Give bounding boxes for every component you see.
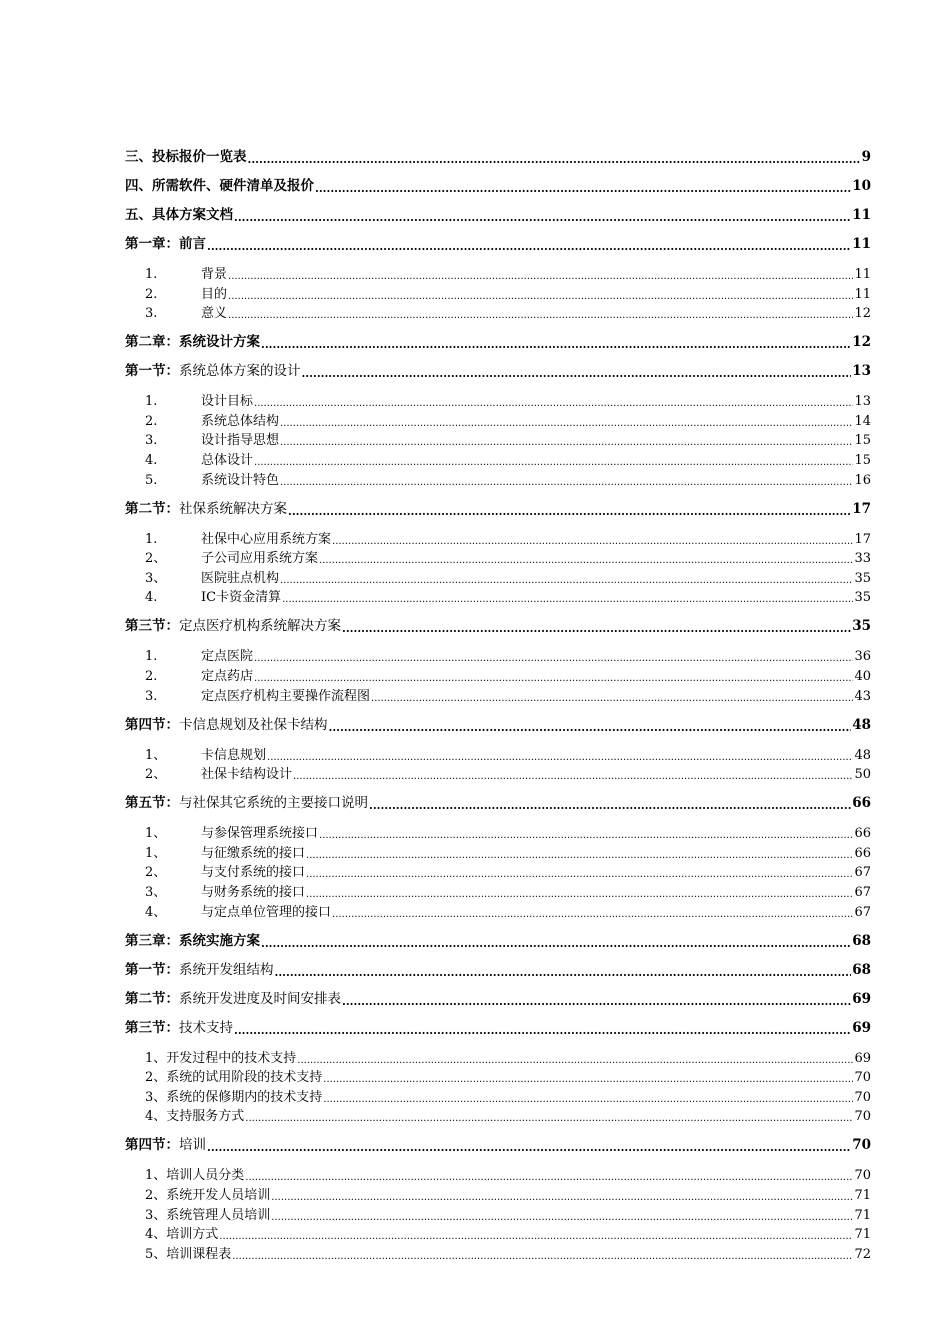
toc-entry-title [125, 497, 287, 517]
toc-entry-title [125, 302, 227, 321]
toc-page-number: 13 [852, 363, 871, 380]
toc-entry[interactable] [125, 1183, 871, 1203]
toc-entry-title [125, 1243, 231, 1262]
toc-entry-title [125, 958, 274, 978]
toc-entry[interactable] [125, 497, 871, 517]
dot-leader [245, 1114, 853, 1124]
dot-leader [234, 212, 851, 223]
toc-entry-title [125, 429, 279, 448]
toc-entry[interactable] [125, 585, 871, 605]
dot-leader [219, 1232, 853, 1242]
toc-entry-label: 第三节： [125, 618, 179, 635]
toc-entry-number: 4、 [145, 1227, 167, 1243]
toc-entry-label: 第五节： [125, 795, 179, 812]
toc-entry-text: 系统总体结构 [201, 413, 280, 429]
toc-entry[interactable] [125, 1046, 871, 1066]
toc-page-number: 11 [852, 236, 871, 252]
toc-page-number: 17 [852, 500, 871, 517]
dot-leader [319, 831, 853, 841]
toc-page-number: 11 [854, 286, 871, 302]
toc-entry[interactable] [125, 389, 871, 409]
toc-page-number: 68 [852, 961, 871, 978]
toc-entry-title [125, 469, 279, 488]
toc-entry-number: 1. [145, 267, 158, 282]
dot-leader [228, 292, 853, 302]
toc-page-number: 11 [854, 267, 871, 282]
toc-page-number: 70 [854, 1109, 871, 1125]
toc-entry-title [125, 744, 266, 763]
toc-page-number: 35 [854, 570, 871, 586]
toc-entry-text: 系统开发组结构 [179, 961, 274, 978]
dot-leader [280, 478, 853, 488]
toc-entry-text: 与参保管理系统接口 [201, 826, 319, 842]
toc-page-number: 69 [852, 1019, 871, 1036]
toc-entry-number: 4、 [145, 904, 167, 920]
toc-entry-title [125, 929, 260, 949]
toc-entry-number: 1、 [145, 845, 167, 861]
dot-leader [329, 722, 852, 733]
toc-entry-title [125, 232, 206, 252]
toc-entry[interactable] [125, 762, 871, 782]
toc-page-number: 33 [854, 551, 871, 567]
toc-entry[interactable] [125, 791, 871, 811]
dot-leader [228, 311, 853, 321]
toc-entry-text: 社保系统解决方案 [179, 500, 287, 517]
toc-entry[interactable] [125, 664, 871, 684]
toc-entry-title [125, 410, 279, 429]
toc-page-number: 50 [854, 767, 871, 783]
toc-entry-label: 五、具体方案文档 [125, 207, 233, 223]
toc-entry-text: 背景 [201, 267, 228, 282]
toc-entry-text: 支持服务方式 [166, 1109, 245, 1125]
toc-entry-title [125, 528, 331, 547]
toc-entry-text: 社保中心应用系统方案 [201, 531, 332, 547]
toc-page-number: 68 [852, 932, 871, 949]
toc-entry-number: 1. [145, 394, 158, 410]
dot-leader [271, 1213, 853, 1223]
toc-entry-text: 卡信息规划 [201, 747, 267, 763]
toc-entry[interactable] [125, 232, 871, 252]
toc-page-number: 67 [854, 865, 871, 881]
toc-entry[interactable] [125, 174, 871, 194]
toc-entry-title [125, 1086, 322, 1105]
toc-entry-text: 设计目标 [201, 394, 254, 410]
toc-entry-text: 培训方式 [166, 1227, 219, 1243]
toc-entry-title [125, 567, 279, 586]
toc-entry-text: 与财务系统的接口 [201, 885, 306, 900]
toc-page-number: 70 [854, 1070, 871, 1086]
toc-page-number: 35 [852, 618, 871, 635]
toc-page-number: 70 [852, 1137, 871, 1154]
toc-entry-title [125, 901, 331, 920]
toc-entry-label: 四、所需软件、硬件清单及报价 [125, 178, 314, 194]
toc-page-number: 72 [854, 1246, 871, 1262]
toc-entry-text: 总体设计 [201, 453, 254, 468]
toc-entry[interactable] [125, 987, 871, 1007]
toc-entry-title [125, 713, 328, 733]
dot-leader [342, 996, 851, 1007]
toc-entry-number: 5、 [145, 1246, 167, 1262]
toc-entry-title [125, 359, 301, 379]
toc-entry-title [125, 1016, 233, 1036]
dot-leader [254, 674, 853, 684]
toc-entry-text: 系统开发进度及时间安排表 [179, 990, 341, 1007]
dot-leader [248, 154, 861, 165]
toc-entry-text: 系统的保修期内的技术支持 [166, 1089, 323, 1105]
toc-entry-text: 系统总体方案的设计 [179, 363, 301, 380]
toc-entry-text: 培训课程表 [166, 1246, 232, 1262]
dot-leader [306, 870, 853, 880]
toc-entry-text: 培训人员分类 [166, 1168, 245, 1184]
toc-entry[interactable] [125, 1085, 871, 1105]
toc-entry-title [125, 203, 233, 223]
dot-leader [293, 772, 853, 782]
toc-entry-number: 1、 [145, 826, 167, 842]
toc-entry-number: 3. [145, 688, 158, 704]
toc-entry-text: 定点医院 [201, 649, 254, 665]
toc-page-number: 11 [852, 207, 871, 223]
dot-leader [254, 399, 853, 409]
toc-entry-number: 2. [145, 413, 158, 429]
toc-entry-text: 开发过程中的技术支持 [166, 1050, 297, 1066]
dot-leader [288, 506, 851, 517]
toc-entry-label: 第二节： [125, 990, 179, 1007]
toc-entry[interactable] [125, 262, 871, 282]
toc-entry-text: 与支付系统的接口 [201, 865, 306, 881]
toc-entry-text: 子公司应用系统方案 [201, 551, 319, 567]
toc-entry-label: 三、投标报价一览表 [125, 149, 247, 165]
toc-entry-title [125, 665, 253, 684]
dot-leader [207, 1142, 851, 1153]
toc-page-number: 12 [852, 334, 871, 351]
dot-leader [315, 183, 851, 194]
toc-entry-title [125, 1223, 218, 1242]
toc-entry-title [125, 842, 305, 861]
toc-entry[interactable] [125, 409, 871, 429]
toc-entry-label: 第四节： [125, 1137, 179, 1154]
toc-entry-number: 2、 [145, 1070, 167, 1086]
toc-entry-title [125, 1133, 206, 1153]
toc-entry-title [125, 1066, 322, 1085]
dot-leader [319, 556, 853, 566]
toc-page-number: 66 [854, 845, 871, 861]
toc-entry[interactable] [125, 684, 871, 704]
toc-entry-title [125, 145, 247, 165]
toc-entry-number: 1、 [145, 1050, 167, 1066]
toc-entry-number: 3、 [145, 570, 167, 586]
toc-entry[interactable] [125, 527, 871, 547]
toc-entry-number: 2、 [145, 767, 167, 783]
toc-entry-title [125, 390, 253, 409]
toc-page-number: 69 [852, 990, 871, 1007]
toc-entry[interactable] [125, 880, 871, 900]
toc-entry[interactable] [125, 644, 871, 664]
toc-entry[interactable] [125, 282, 871, 302]
toc-entry[interactable] [125, 743, 871, 763]
toc-entry-title [125, 1047, 296, 1066]
toc-entry-title [125, 174, 314, 194]
toc-entry[interactable] [125, 203, 871, 223]
toc-entry-number: 5. [145, 472, 158, 488]
toc-entry-number: 3、 [145, 1207, 167, 1223]
toc-entry-text: 意义 [201, 306, 228, 322]
toc-entry-text: 定点医疗机构系统解决方案 [179, 618, 341, 635]
toc-entry-title [125, 822, 318, 841]
toc-entry-text: 培训 [179, 1137, 206, 1154]
toc-entry-text: 系统的试用阶段的技术支持 [166, 1070, 323, 1086]
dot-leader [254, 458, 853, 468]
toc-entry-label: 第一节： [125, 363, 179, 380]
toc-entry-title [125, 645, 253, 664]
toc-entry[interactable] [125, 145, 871, 165]
dot-leader [232, 1252, 853, 1262]
toc-entry-title [125, 763, 292, 782]
toc-entry[interactable] [125, 1065, 871, 1085]
dot-leader [302, 368, 852, 379]
toc-entry-number: 2、 [145, 551, 167, 567]
toc-page-number: 16 [854, 472, 871, 488]
toc-entry-text: 社保卡结构设计 [201, 767, 293, 783]
toc-entry[interactable] [125, 1222, 871, 1242]
dot-leader [267, 753, 853, 763]
toc-entry[interactable] [125, 1242, 871, 1262]
toc-entry-title [125, 791, 368, 811]
toc-entry-title [125, 685, 370, 704]
toc-entry-text: 医院驻点机构 [201, 570, 280, 586]
toc-entry[interactable] [125, 1133, 871, 1153]
dot-leader [261, 339, 851, 350]
dot-leader [271, 1193, 853, 1203]
toc-entry[interactable] [125, 1104, 871, 1124]
toc-entry[interactable] [125, 713, 871, 733]
toc-entry-title [125, 861, 305, 880]
toc-entry-number: 1、 [145, 747, 167, 763]
toc-entry-text: 系统开发人员培训 [166, 1188, 271, 1203]
dot-leader [228, 272, 853, 282]
toc-entry-label: 第一节： [125, 961, 179, 978]
dot-leader [332, 537, 853, 547]
toc-page-number: 70 [854, 1089, 871, 1105]
toc-page-number: 43 [854, 688, 871, 704]
dot-leader [342, 623, 851, 634]
dot-leader [261, 938, 851, 949]
toc-entry-text: 设计指导思想 [201, 433, 280, 449]
toc-page-number: 70 [854, 1168, 871, 1184]
toc-entry-text: 系统设计特色 [201, 472, 280, 488]
toc-entry-text: 与征缴系统的接口 [201, 845, 306, 861]
toc-entry[interactable] [125, 301, 871, 321]
toc-entry-number: 3、 [145, 1089, 167, 1105]
toc-entry[interactable] [125, 448, 871, 468]
toc-page-number: 48 [852, 716, 871, 733]
toc-entry-text: 系统管理人员培训 [166, 1207, 271, 1223]
toc-entry[interactable] [125, 900, 871, 920]
toc-entry-title [125, 547, 318, 566]
dot-leader [207, 241, 851, 252]
toc-entry-number: 4. [145, 453, 158, 468]
toc-entry-text: 目的 [201, 286, 228, 302]
toc-entry-number: 2. [145, 286, 158, 302]
toc-entry[interactable] [125, 821, 871, 841]
toc-entry-title [125, 1105, 244, 1124]
toc-page-number: 48 [854, 747, 871, 763]
dot-leader [297, 1056, 853, 1066]
toc-entry[interactable] [125, 1016, 871, 1036]
toc-page-number: 66 [854, 826, 871, 842]
dot-leader [323, 1075, 853, 1085]
dot-leader [323, 1095, 853, 1105]
dot-leader [282, 595, 853, 605]
toc-entry-title [125, 881, 305, 900]
toc-entry-text: 定点药店 [201, 669, 254, 684]
dot-leader [275, 967, 852, 978]
toc-entry-text: IC卡资金清算 [201, 590, 282, 606]
toc-page-number: 9 [861, 149, 871, 165]
toc-entry-number: 1. [145, 531, 158, 547]
toc-page-number: 71 [854, 1188, 871, 1203]
toc-entry-text: 定点医疗机构主要操作流程图 [201, 688, 371, 704]
toc-entry[interactable] [125, 428, 871, 448]
toc-entry-title [125, 1184, 270, 1203]
toc-entry[interactable] [125, 841, 871, 861]
toc-entry-title [125, 614, 341, 634]
toc-entry-text: 技术支持 [179, 1019, 233, 1036]
toc-entry-title [125, 449, 253, 468]
toc-entry[interactable] [125, 546, 871, 566]
toc-page-number: 14 [854, 413, 871, 429]
toc-page-number: 36 [854, 649, 871, 665]
dot-leader [306, 851, 853, 861]
dot-leader [332, 910, 853, 920]
toc-entry-title [125, 330, 260, 350]
toc-entry-text: 与定点单位管理的接口 [201, 904, 332, 920]
toc-entry-number: 1. [145, 649, 158, 665]
dot-leader [245, 1173, 853, 1183]
toc-entry-label: 第四节： [125, 716, 179, 733]
toc-page-number: 17 [854, 531, 871, 547]
toc-entry[interactable] [125, 1163, 871, 1183]
toc-entry[interactable] [125, 359, 871, 379]
toc-page-number: 71 [854, 1207, 871, 1223]
toc-page-number: 71 [854, 1227, 871, 1243]
toc-entry-title [125, 987, 341, 1007]
toc-entry-title [125, 283, 227, 302]
toc-page-number: 12 [854, 306, 871, 322]
toc-entry[interactable] [125, 566, 871, 586]
dot-leader [234, 1025, 851, 1036]
dot-leader [254, 654, 853, 664]
toc-page-number: 66 [852, 795, 871, 812]
toc-entry-title [125, 586, 281, 605]
toc-entry-title [125, 263, 227, 282]
toc-entry-number: 4、 [145, 1109, 167, 1125]
toc-entry-number: 2、 [145, 1188, 167, 1203]
toc-entry-number: 3. [145, 306, 158, 322]
toc-page-number: 15 [854, 453, 871, 468]
toc-entry[interactable] [125, 958, 871, 978]
toc-page-number: 67 [854, 904, 871, 920]
toc-entry-number: 1、 [145, 1168, 167, 1184]
toc-entry-number: 3. [145, 433, 158, 449]
toc-entry[interactable] [125, 330, 871, 350]
toc-page-number: 40 [854, 669, 871, 684]
toc-entry-label: 第二节： [125, 500, 179, 517]
toc-entry[interactable] [125, 614, 871, 634]
toc-entry[interactable] [125, 1203, 871, 1223]
toc-page-number: 10 [852, 178, 871, 194]
toc-entry-label: 第三章：系统实施方案 [125, 932, 260, 949]
toc-page-number: 15 [854, 433, 871, 449]
toc-entry-label: 第三节： [125, 1019, 179, 1036]
toc-entry-label: 第二章：系统设计方案 [125, 334, 260, 351]
toc-entry[interactable] [125, 929, 871, 949]
toc-entry-title [125, 1164, 244, 1183]
toc-page-number: 67 [854, 885, 871, 900]
dot-leader [280, 438, 853, 448]
toc-entry-text: 卡信息规划及社保卡结构 [179, 716, 328, 733]
toc-entry-number: 4. [145, 590, 158, 606]
toc-entry-number: 3、 [145, 885, 167, 900]
dot-leader [369, 800, 851, 811]
toc-entry-label: 第一章：前言 [125, 236, 206, 252]
toc-page-number: 13 [854, 394, 871, 410]
dot-leader [371, 694, 853, 704]
toc-entry-number: 2. [145, 669, 158, 684]
toc-entry[interactable] [125, 468, 871, 488]
dot-leader [280, 419, 853, 429]
dot-leader [280, 576, 853, 586]
toc-entry-text: 与社保其它系统的主要接口说明 [179, 795, 368, 812]
toc-entry-title [125, 1204, 270, 1223]
toc-page-number: 69 [854, 1050, 871, 1066]
toc-page-number: 35 [854, 590, 871, 606]
dot-leader [306, 890, 853, 900]
toc-entry[interactable] [125, 860, 871, 880]
toc-entry-number: 2、 [145, 865, 167, 881]
